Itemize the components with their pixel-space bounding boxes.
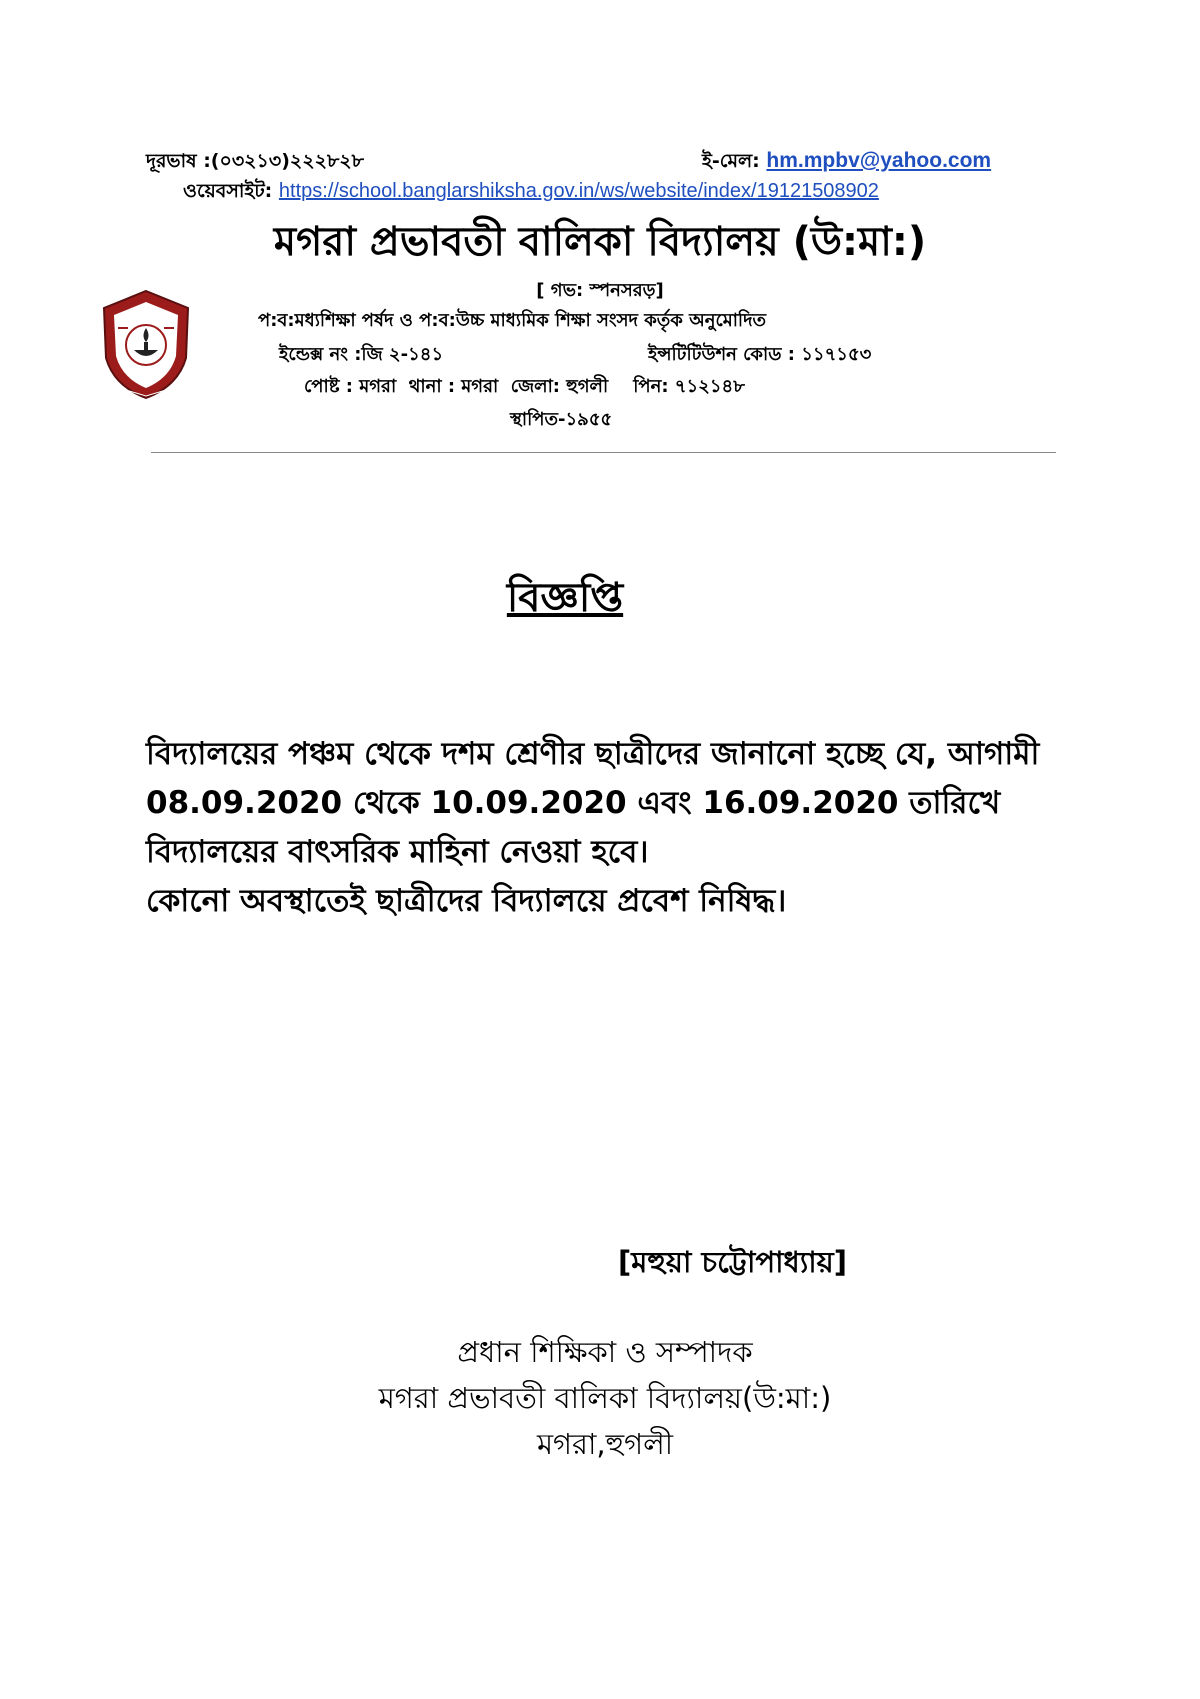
institution-code [648,340,871,371]
notice-heading: বিজ্ঞপ্তি [506,575,624,621]
website-line [183,177,879,209]
signatory-designation: প্রধান শিক্ষিকা ও সম্পাদক [457,1335,753,1369]
established-text: স্থাপিত-১৯৫৫ [510,409,613,430]
email-label: ই-মেল: [702,150,760,172]
district-text: জেলা: হুগলী [510,376,609,397]
institution-code-text: ইন্সটিটিউশন কোড : ১১৭১৫৩ [648,344,872,365]
gov-status: [ গভ: স্পনসরড়] [536,280,664,301]
index-number-text: ইন্ডেক্স নং :জি ২-১৪১ [279,344,444,365]
website-label: ওয়েবসাইট: [183,180,273,202]
email-line [702,147,991,179]
school-logo [98,288,194,402]
notice-paragraph: বিদ্যালয়ের পঞ্চম থেকে দশম শ্রেণীর ছাত্রীদের জানানো হচ্ছে যে, আগামী 08.09.2020 থেকে 10.09.2020 এবং 16.09.2020 তারিখে বিদ্যালয়ের বাৎসরিক মাহিনা নেওয়া হবে। [146,736,1040,870]
address-line [304,372,745,403]
index-number [279,340,443,371]
website-link[interactable]: https://school.banglarshiksha.gov.in/ws/website/index/19121508902 [278,180,879,202]
pin-text: পিন: ৭১২১৪৮ [633,376,745,397]
email-link[interactable]: hm.mpbv@yahoo.com [766,149,992,172]
notice-paragraph: কোনো অবস্থাতেই ছাত্রীদের বিদ্যালয়ে প্রবেশ নিষিদ্ধ। [146,883,787,919]
signatory-place: মগরা,হুগলী [536,1427,674,1461]
post-text: পোষ্ট : মগরা [304,376,397,397]
phone-number: দূরভাষ :(০৩২১৩)২২২৮২৮ [146,150,364,172]
established [510,405,612,436]
affiliation: প:ব:মধ্যশিক্ষা পর্ষদ ও প:ব:উচ্চ মাধ্যমিক শিক্ষা সংসদ কর্তৃক অনুমোদিত [258,310,767,331]
school-name: মগরা প্রভাবতী বালিকা বিদ্যালয় (উ:মা:) [273,219,927,265]
signatory-school: মগরা প্রভাবতী বালিকা বিদ্যালয়(উ:মা:) [378,1381,832,1415]
signatory-name: [মহুয়া চট্টোপাধ্যায়] [618,1245,847,1279]
thana-text: থানা : মগরা [408,376,499,397]
notice-body [146,730,1046,926]
header-divider [151,452,1056,453]
